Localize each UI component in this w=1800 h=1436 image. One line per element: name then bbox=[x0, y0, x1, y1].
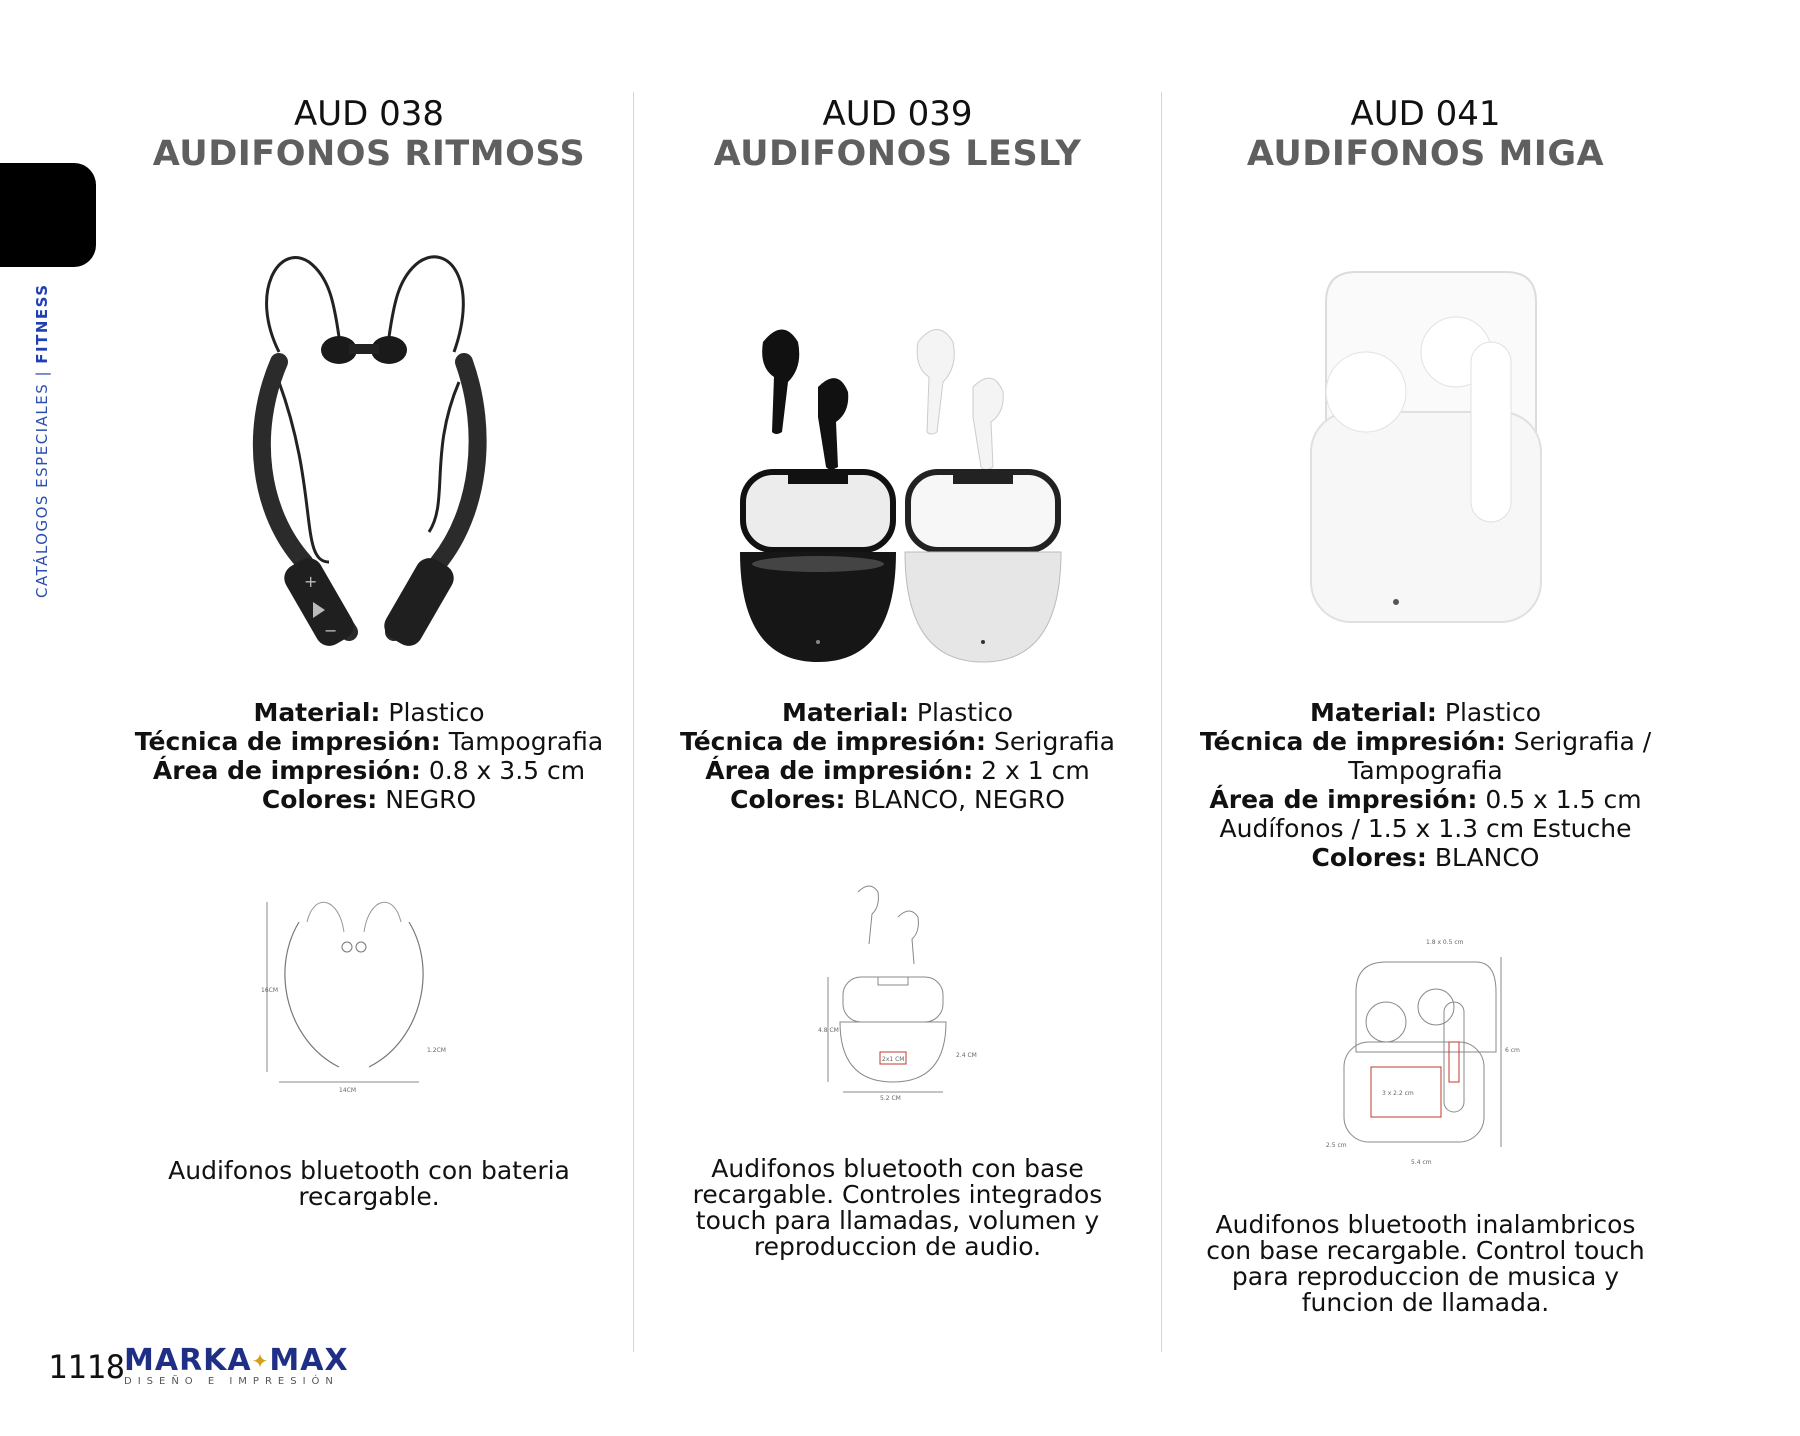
svg-text:+: + bbox=[304, 572, 318, 591]
product-name: AUDIFONOS MIGA bbox=[1246, 134, 1605, 174]
product-description: Audifonos bluetooth con bateria recargable. bbox=[168, 1156, 570, 1211]
spec-line: Material: Plastico bbox=[1309, 698, 1542, 727]
earbuds-white-case-line-drawing bbox=[1316, 932, 1536, 1172]
product-specs bbox=[644, 698, 1151, 814]
catalog-section-label bbox=[33, 283, 51, 598]
earbuds-case-line-drawing bbox=[788, 882, 1008, 1102]
technical-drawing bbox=[105, 882, 633, 1102]
product-photo bbox=[1162, 232, 1689, 762]
svg-text:1.8 x 0.5 cm: 1.8 x 0.5 cm bbox=[1425, 939, 1463, 946]
spec-line: Tampografia bbox=[1348, 756, 1503, 785]
technical-drawing bbox=[634, 882, 1161, 1102]
logo-wordmark: MARKA✦MAX bbox=[124, 1343, 349, 1378]
star-icon: ✦ bbox=[251, 1349, 270, 1373]
product-card-aud-039 bbox=[633, 92, 1161, 1352]
product-photo bbox=[105, 232, 633, 762]
svg-text:2.5 cm: 2.5 cm bbox=[1325, 1142, 1347, 1149]
svg-text:6 cm: 6 cm bbox=[1504, 1047, 1520, 1054]
product-name: AUDIFONOS RITMOSS bbox=[152, 134, 586, 174]
earbuds-white-case-image bbox=[1286, 262, 1566, 662]
spec-line: Área de impresión: 0.5 x 1.5 cm bbox=[1209, 785, 1642, 814]
page-number: 1118 bbox=[48, 1348, 126, 1386]
spec-line: Material: Plastico bbox=[781, 698, 1014, 727]
spec-line: Técnica de impresión: Tampografia bbox=[134, 727, 604, 756]
svg-text:14CM: 14CM bbox=[339, 1087, 357, 1094]
product-card-aud-038 bbox=[105, 92, 633, 1352]
product-specs bbox=[1172, 698, 1679, 872]
brand-logo bbox=[124, 1343, 349, 1388]
product-description: Audifonos bluetooth inalambricos con base recargable. Control touch para reproduccion de musica y funcion de llamada. bbox=[1206, 1210, 1645, 1317]
spec-line: Técnica de impresión: Serigrafia / bbox=[1199, 727, 1652, 756]
spec-line: Técnica de impresión: Serigrafia bbox=[679, 727, 1115, 756]
svg-text:−: − bbox=[324, 621, 338, 640]
svg-text:3 x 2.2 cm: 3 x 2.2 cm bbox=[1381, 1090, 1414, 1097]
earbuds-case-image bbox=[718, 312, 1078, 732]
spec-line: Audífonos / 1.5 x 1.3 cm Estuche bbox=[1219, 814, 1632, 843]
spec-line: Material: Plastico bbox=[253, 698, 485, 727]
technical-drawing bbox=[1162, 932, 1689, 1172]
product-specs bbox=[115, 698, 623, 814]
svg-text:5.2 CM: 5.2 CM bbox=[879, 1095, 901, 1102]
product-description: Audifonos bluetooth con base recargable. Controles integrados touch para llamadas, volumen y reproduccion de audio. bbox=[692, 1154, 1103, 1261]
product-code: AUD 041 bbox=[1350, 94, 1501, 134]
svg-text:1.2CM: 1.2CM bbox=[427, 1047, 446, 1054]
spec-line: Área de impresión: 0.8 x 3.5 cm bbox=[152, 756, 586, 785]
section-label: FITNESS bbox=[33, 283, 51, 364]
spec-line: Colores: BLANCO bbox=[1311, 843, 1540, 872]
svg-text:2x1 CM: 2x1 CM bbox=[881, 1056, 904, 1063]
catalog-label: CATÁLOGOS ESPECIALES | bbox=[33, 363, 51, 598]
svg-text:16CM: 16CM bbox=[261, 987, 279, 994]
logo-tagline: DISEÑO E IMPRESIÓN bbox=[124, 1376, 339, 1387]
neckband-headphones-image bbox=[209, 232, 529, 652]
neckband-line-drawing bbox=[259, 882, 479, 1102]
section-tab bbox=[0, 163, 96, 267]
spec-line: Colores: NEGRO bbox=[261, 785, 477, 814]
product-card-aud-041 bbox=[1161, 92, 1689, 1352]
product-photo bbox=[634, 232, 1161, 762]
svg-text:4.8 CM: 4.8 CM bbox=[817, 1027, 839, 1034]
spec-line: Área de impresión: 2 x 1 cm bbox=[705, 756, 1090, 785]
svg-text:5.4 cm: 5.4 cm bbox=[1410, 1159, 1432, 1166]
svg-text:2.4 CM: 2.4 CM bbox=[955, 1052, 977, 1059]
product-name: AUDIFONOS LESLY bbox=[713, 134, 1082, 174]
product-code: AUD 038 bbox=[293, 94, 445, 134]
spec-line: Colores: BLANCO, NEGRO bbox=[730, 785, 1065, 814]
product-code: AUD 039 bbox=[822, 94, 973, 134]
